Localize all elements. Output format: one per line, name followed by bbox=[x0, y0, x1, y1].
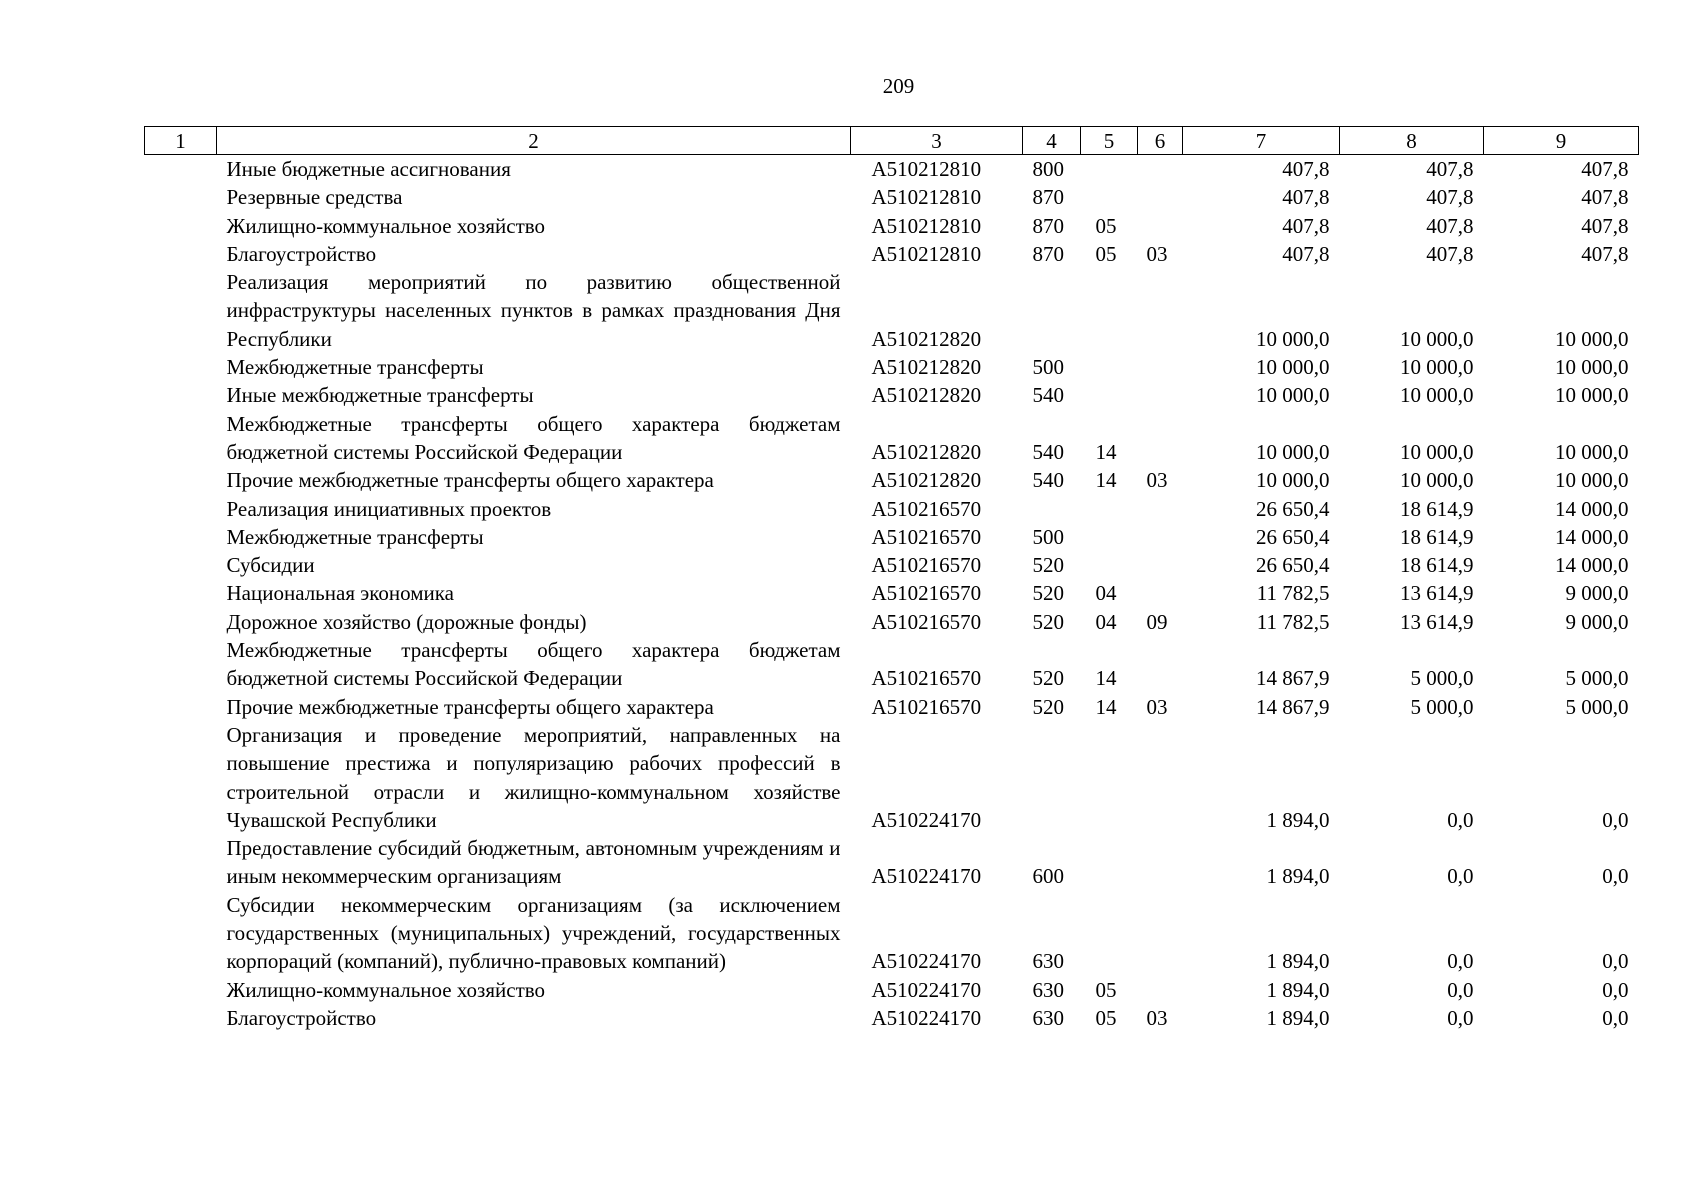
table-row bbox=[145, 410, 1639, 467]
cell-value-9: 0,0 bbox=[1602, 807, 1629, 832]
cell-value-8: 407,8 bbox=[1426, 157, 1474, 181]
cell-section bbox=[1081, 551, 1138, 579]
cell-code: А510216570 bbox=[871, 581, 982, 606]
cell-group bbox=[1023, 721, 1081, 834]
cell-value-9: 10 000,0 bbox=[1555, 468, 1629, 493]
cell-group: 520 bbox=[1032, 666, 1064, 691]
cell-code: А510212820 bbox=[871, 326, 982, 351]
cell-code: А510212820 bbox=[871, 383, 982, 408]
cell-value-7: 407,8 bbox=[1282, 185, 1330, 210]
cell-section: 14 bbox=[1095, 666, 1117, 691]
cell-col-1 bbox=[145, 1004, 217, 1032]
cell-value-8: 0,0 bbox=[1447, 807, 1474, 832]
cell-value-9: 407,8 bbox=[1581, 185, 1629, 210]
cell-code: А510224170 bbox=[871, 949, 982, 974]
cell-value-7: 26 650,4 bbox=[1256, 524, 1330, 549]
cell-section bbox=[1081, 721, 1138, 834]
cell-value-8: 407,8 bbox=[1426, 213, 1474, 238]
cell-value-7: 26 650,4 bbox=[1256, 496, 1330, 521]
table-row bbox=[145, 495, 1639, 523]
cell-col-1 bbox=[145, 551, 217, 579]
cell-name: Прочие межбюджетные трансферты общего характера bbox=[226, 694, 714, 719]
table-row bbox=[145, 551, 1639, 579]
cell-group: 520 bbox=[1032, 609, 1064, 634]
cell-col-1 bbox=[145, 212, 217, 240]
cell-col-1 bbox=[145, 495, 217, 523]
cell-group: 800 bbox=[1032, 157, 1064, 181]
cell-col-1 bbox=[145, 268, 217, 353]
cell-subsection bbox=[1138, 495, 1183, 523]
cell-subsection bbox=[1138, 579, 1183, 607]
cell-col-1 bbox=[145, 410, 217, 467]
cell-name: Жилищно-коммунальное хозяйство bbox=[226, 213, 546, 238]
cell-value-8: 13 614,9 bbox=[1400, 609, 1474, 634]
cell-value-9: 0,0 bbox=[1602, 864, 1629, 889]
column-header-1: 1 bbox=[145, 127, 217, 155]
cell-value-7: 407,8 bbox=[1282, 241, 1330, 266]
cell-value-8: 0,0 bbox=[1447, 949, 1474, 974]
cell-col-1 bbox=[145, 721, 217, 834]
cell-value-8: 10 000,0 bbox=[1400, 468, 1474, 493]
cell-subsection: 03 bbox=[1146, 1005, 1168, 1030]
cell-code: А510224170 bbox=[871, 864, 982, 889]
cell-value-9: 14 000,0 bbox=[1555, 524, 1629, 549]
cell-section bbox=[1081, 183, 1138, 211]
cell-value-8: 0,0 bbox=[1447, 864, 1474, 889]
cell-value-9: 407,8 bbox=[1581, 241, 1629, 266]
cell-subsection bbox=[1138, 834, 1183, 891]
table-row bbox=[145, 183, 1639, 211]
cell-subsection bbox=[1138, 721, 1183, 834]
cell-col-1 bbox=[145, 183, 217, 211]
table-row bbox=[145, 721, 1639, 834]
column-header-3: 3 bbox=[851, 127, 1023, 155]
cell-value-9: 0,0 bbox=[1602, 977, 1629, 1002]
cell-value-7: 10 000,0 bbox=[1256, 383, 1330, 408]
cell-value-7: 10 000,0 bbox=[1256, 326, 1330, 351]
table-row bbox=[145, 212, 1639, 240]
cell-value-8: 0,0 bbox=[1447, 977, 1474, 1002]
cell-code: А510212810 bbox=[871, 241, 982, 266]
cell-name: Межбюджетные трансферты bbox=[226, 524, 484, 549]
table-row bbox=[145, 381, 1639, 409]
cell-subsection: 03 bbox=[1146, 694, 1168, 719]
cell-group: 630 bbox=[1032, 949, 1064, 974]
cell-value-8: 10 000,0 bbox=[1400, 439, 1474, 464]
cell-value-8: 13 614,9 bbox=[1400, 581, 1474, 606]
cell-section bbox=[1081, 381, 1138, 409]
cell-code: А510224170 bbox=[871, 1005, 982, 1030]
cell-value-8: 5 000,0 bbox=[1410, 666, 1474, 691]
cell-subsection: 09 bbox=[1146, 609, 1168, 634]
cell-section bbox=[1081, 353, 1138, 381]
cell-code: А510216570 bbox=[871, 609, 982, 634]
cell-name: Предоставление субсидий бюджетным, автономным учреждениям и иным некоммерческим организациям bbox=[226, 836, 841, 889]
cell-section bbox=[1081, 523, 1138, 551]
cell-section: 05 bbox=[1095, 1005, 1117, 1030]
cell-col-1 bbox=[145, 466, 217, 494]
cell-name: Прочие межбюджетные трансферты общего характера bbox=[226, 468, 714, 493]
cell-subsection bbox=[1138, 268, 1183, 353]
cell-group: 630 bbox=[1032, 1005, 1064, 1030]
cell-section: 04 bbox=[1095, 581, 1117, 606]
cell-subsection bbox=[1138, 891, 1183, 976]
cell-section: 14 bbox=[1095, 694, 1117, 719]
cell-value-7: 1 894,0 bbox=[1266, 949, 1330, 974]
cell-value-9: 5 000,0 bbox=[1565, 694, 1629, 719]
column-header-6: 6 bbox=[1138, 127, 1183, 155]
cell-value-9: 407,8 bbox=[1581, 213, 1629, 238]
cell-code: А510212810 bbox=[871, 213, 982, 238]
cell-name: Реализация мероприятий по развитию общественной инфраструктуры населенных пунктов в рамках празднования Дня Республики bbox=[226, 270, 841, 351]
cell-name: Субсидии bbox=[226, 553, 315, 578]
cell-value-7: 1 894,0 bbox=[1266, 977, 1330, 1002]
cell-value-7: 10 000,0 bbox=[1256, 468, 1330, 493]
table-row bbox=[145, 1004, 1639, 1032]
cell-group: 870 bbox=[1032, 241, 1064, 266]
cell-value-9: 10 000,0 bbox=[1555, 355, 1629, 380]
cell-value-8: 10 000,0 bbox=[1400, 326, 1474, 351]
column-header-2: 2 bbox=[217, 127, 851, 155]
cell-name: Реализация инициативных проектов bbox=[226, 496, 552, 521]
cell-section: 14 bbox=[1095, 439, 1117, 464]
cell-value-8: 407,8 bbox=[1426, 241, 1474, 266]
cell-group bbox=[1023, 495, 1081, 523]
cell-section bbox=[1081, 891, 1138, 976]
table-row bbox=[145, 608, 1639, 636]
cell-subsection bbox=[1138, 212, 1183, 240]
cell-value-7: 1 894,0 bbox=[1266, 864, 1330, 889]
cell-group: 500 bbox=[1032, 355, 1064, 380]
cell-code: А510212810 bbox=[871, 185, 982, 210]
cell-section bbox=[1081, 834, 1138, 891]
cell-code: А510216570 bbox=[871, 524, 982, 549]
table-row bbox=[145, 693, 1639, 721]
cell-group: 500 bbox=[1032, 524, 1064, 549]
cell-col-1 bbox=[145, 891, 217, 976]
cell-col-1 bbox=[145, 381, 217, 409]
cell-value-8: 18 614,9 bbox=[1400, 553, 1474, 578]
cell-name: Организация и проведение мероприятий, направленных на повышение престижа и популяризацию рабочих профессий в строительной отрасли и жилищно-коммунальном хозяйстве Чувашской Республики bbox=[226, 722, 841, 832]
cell-value-9: 0,0 bbox=[1602, 949, 1629, 974]
cell-col-1 bbox=[145, 976, 217, 1004]
cell-value-7: 1 894,0 bbox=[1266, 807, 1330, 832]
cell-section: 04 bbox=[1095, 609, 1117, 634]
cell-section: 05 bbox=[1095, 977, 1117, 1002]
cell-value-7: 14 867,9 bbox=[1256, 666, 1330, 691]
cell-group: 540 bbox=[1032, 468, 1064, 493]
table-row bbox=[145, 891, 1639, 976]
cell-value-9: 9 000,0 bbox=[1565, 609, 1629, 634]
cell-col-1 bbox=[145, 353, 217, 381]
cell-value-7: 10 000,0 bbox=[1256, 439, 1330, 464]
cell-code: А510224170 bbox=[871, 807, 982, 832]
cell-value-8: 0,0 bbox=[1447, 1005, 1474, 1030]
cell-subsection: 03 bbox=[1146, 468, 1168, 493]
table-row bbox=[145, 155, 1639, 184]
cell-value-9: 14 000,0 bbox=[1555, 496, 1629, 521]
cell-col-1 bbox=[145, 636, 217, 693]
table-row bbox=[145, 466, 1639, 494]
cell-name: Благоустройство bbox=[226, 1005, 377, 1030]
cell-code: А510224170 bbox=[871, 977, 982, 1002]
cell-value-7: 14 867,9 bbox=[1256, 694, 1330, 719]
cell-code: А510212820 bbox=[871, 468, 982, 493]
cell-col-1 bbox=[145, 523, 217, 551]
cell-value-7: 407,8 bbox=[1282, 157, 1330, 181]
table-row bbox=[145, 579, 1639, 607]
cell-col-1 bbox=[145, 155, 217, 184]
cell-value-9: 0,0 bbox=[1602, 1005, 1629, 1030]
table-row bbox=[145, 353, 1639, 381]
cell-group: 870 bbox=[1032, 185, 1064, 210]
cell-subsection bbox=[1138, 155, 1183, 184]
cell-name: Благоустройство bbox=[226, 241, 377, 266]
cell-name: Иные бюджетные ассигнования bbox=[226, 157, 511, 181]
cell-subsection bbox=[1138, 381, 1183, 409]
table-row bbox=[145, 240, 1639, 268]
cell-group: 600 bbox=[1032, 864, 1064, 889]
cell-name: Межбюджетные трансферты общего характера бюджетам бюджетной системы Российской Федерации bbox=[226, 638, 841, 691]
budget-table-body bbox=[145, 155, 1639, 1033]
cell-name: Межбюджетные трансферты bbox=[226, 355, 484, 380]
cell-group: 540 bbox=[1032, 383, 1064, 408]
cell-value-9: 10 000,0 bbox=[1555, 439, 1629, 464]
cell-subsection: 03 bbox=[1146, 241, 1168, 266]
cell-code: А510216570 bbox=[871, 496, 982, 521]
cell-value-8: 10 000,0 bbox=[1400, 355, 1474, 380]
cell-value-8: 5 000,0 bbox=[1410, 694, 1474, 719]
cell-group bbox=[1023, 268, 1081, 353]
cell-group: 520 bbox=[1032, 581, 1064, 606]
table-header-row bbox=[145, 127, 1639, 155]
cell-value-7: 11 782,5 bbox=[1256, 609, 1330, 634]
table-row bbox=[145, 523, 1639, 551]
cell-subsection bbox=[1138, 183, 1183, 211]
cell-value-7: 1 894,0 bbox=[1266, 1005, 1330, 1030]
column-header-4: 4 bbox=[1023, 127, 1081, 155]
cell-name: Национальная экономика bbox=[226, 581, 454, 606]
cell-value-9: 5 000,0 bbox=[1565, 666, 1629, 691]
cell-group: 630 bbox=[1032, 977, 1064, 1002]
cell-code: А510212820 bbox=[871, 355, 982, 380]
cell-code: А510212820 bbox=[871, 439, 982, 464]
table-row bbox=[145, 268, 1639, 353]
cell-subsection bbox=[1138, 551, 1183, 579]
cell-value-9: 10 000,0 bbox=[1555, 326, 1629, 351]
page-number: 209 bbox=[882, 74, 915, 98]
cell-col-1 bbox=[145, 693, 217, 721]
cell-name: Жилищно-коммунальное хозяйство bbox=[226, 977, 546, 1002]
cell-name: Дорожное хозяйство (дорожные фонды) bbox=[226, 609, 587, 634]
cell-col-1 bbox=[145, 608, 217, 636]
table-row bbox=[145, 976, 1639, 1004]
cell-group: 870 bbox=[1032, 213, 1064, 238]
cell-name: Иные межбюджетные трансферты bbox=[226, 383, 534, 408]
cell-value-8: 18 614,9 bbox=[1400, 496, 1474, 521]
column-header-8: 8 bbox=[1340, 127, 1484, 155]
column-header-9: 9 bbox=[1484, 127, 1639, 155]
cell-value-8: 10 000,0 bbox=[1400, 383, 1474, 408]
cell-value-7: 407,8 bbox=[1282, 213, 1330, 238]
cell-subsection bbox=[1138, 976, 1183, 1004]
table-row bbox=[145, 636, 1639, 693]
cell-value-7: 11 782,5 bbox=[1256, 581, 1330, 606]
cell-code: А510216570 bbox=[871, 694, 982, 719]
cell-code: А510216570 bbox=[871, 553, 982, 578]
cell-subsection bbox=[1138, 523, 1183, 551]
cell-value-9: 10 000,0 bbox=[1555, 383, 1629, 408]
cell-name: Межбюджетные трансферты общего характера бюджетам бюджетной системы Российской Федерации bbox=[226, 411, 841, 464]
cell-value-9: 14 000,0 bbox=[1555, 553, 1629, 578]
cell-group: 520 bbox=[1032, 694, 1064, 719]
cell-name: Резервные средства bbox=[226, 185, 403, 210]
cell-col-1 bbox=[145, 240, 217, 268]
cell-subsection bbox=[1138, 410, 1183, 467]
cell-subsection bbox=[1138, 353, 1183, 381]
cell-group: 520 bbox=[1032, 553, 1064, 578]
cell-section: 05 bbox=[1095, 213, 1117, 238]
cell-value-9: 9 000,0 bbox=[1565, 581, 1629, 606]
cell-section: 05 bbox=[1095, 241, 1117, 266]
cell-value-7: 10 000,0 bbox=[1256, 355, 1330, 380]
cell-code: А510212810 bbox=[871, 157, 982, 181]
cell-value-8: 407,8 bbox=[1426, 185, 1474, 210]
column-header-7: 7 bbox=[1183, 127, 1340, 155]
cell-section bbox=[1081, 495, 1138, 523]
cell-value-7: 26 650,4 bbox=[1256, 553, 1330, 578]
cell-value-8: 18 614,9 bbox=[1400, 524, 1474, 549]
budget-table bbox=[144, 126, 1639, 1032]
cell-section bbox=[1081, 155, 1138, 184]
cell-col-1 bbox=[145, 579, 217, 607]
cell-code: А510216570 bbox=[871, 666, 982, 691]
cell-section bbox=[1081, 268, 1138, 353]
cell-group: 540 bbox=[1032, 439, 1064, 464]
cell-col-1 bbox=[145, 834, 217, 891]
cell-section: 14 bbox=[1095, 468, 1117, 493]
cell-subsection bbox=[1138, 636, 1183, 693]
table-row bbox=[145, 834, 1639, 891]
cell-name: Субсидии некоммерческим организациям (за исключением государственных (муниципальных) учреждений, государственных корпораций (компаний), публично-правовых компаний) bbox=[226, 892, 841, 974]
cell-value-9: 407,8 bbox=[1581, 157, 1629, 181]
column-header-5: 5 bbox=[1081, 127, 1138, 155]
